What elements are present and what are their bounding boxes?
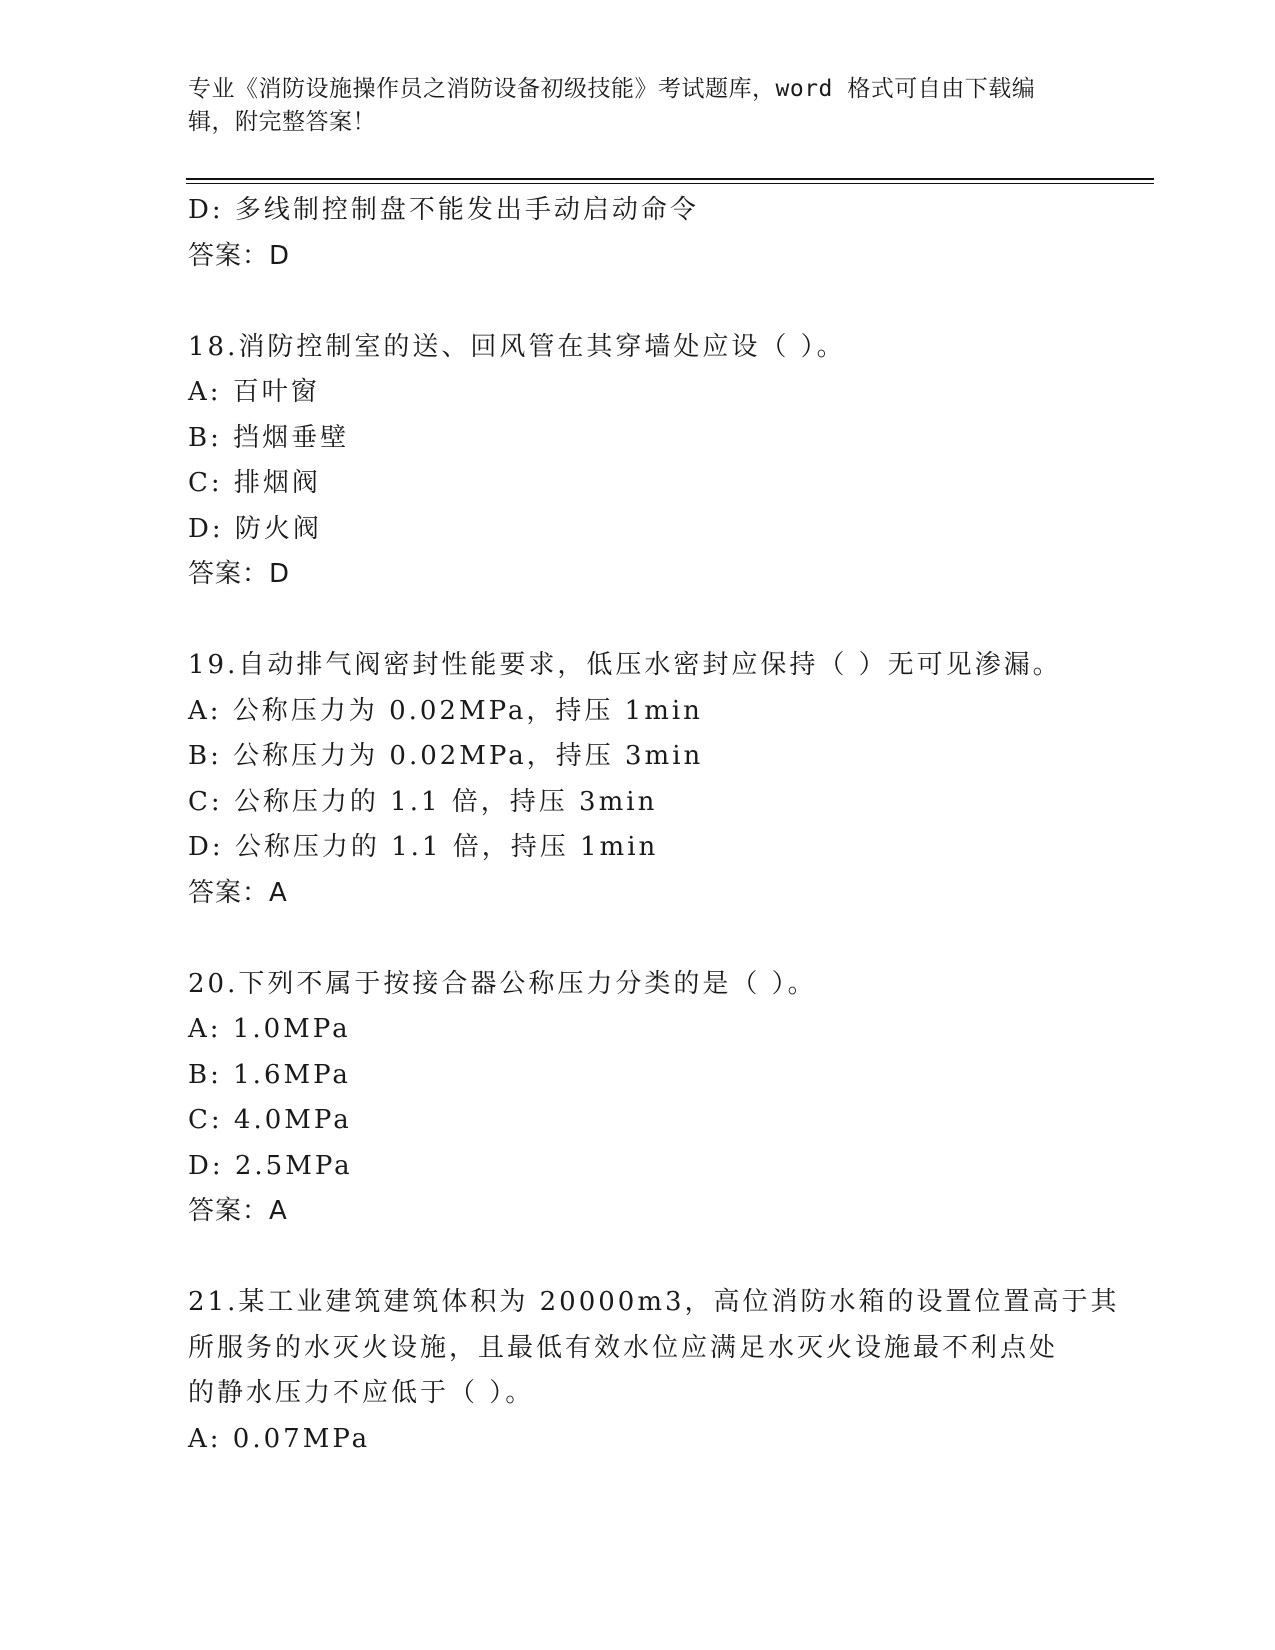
spacer — [188, 598, 1088, 644]
spacer — [188, 916, 1088, 962]
question-18-option-b: B: 挡烟垂壁 — [188, 422, 350, 453]
question-20-stem: 20.下列不属于按接合器公称压力分类的是（ ）。 — [188, 968, 817, 999]
question-20-answer: 答案：A — [188, 1196, 288, 1226]
question-19-stem: 19.自动排气阀密封性能要求，低压水密封应保持（ ）无可见渗漏。 — [188, 650, 1062, 680]
question-21-stem-line-3: 的静水压力不应低于（ ）。 — [188, 1378, 535, 1408]
question-19-option-b: B: 公称压力为 0.02MPa，持压 3min — [188, 741, 704, 771]
question-18-option-d: D: 防火阀 — [188, 513, 322, 544]
spacer — [188, 279, 1088, 325]
document-content — [188, 188, 1120, 1462]
document-header: 专业《消防设施操作员之消防设备初级技能》考试题库，word 格式可自由下载编辑，附完整答案！ — [188, 76, 1036, 135]
question-18-answer: 答案：D — [188, 559, 291, 589]
question-21-option-a: A: 0.07MPa — [188, 1423, 371, 1454]
question-20-option-c: C: 4.0MPa — [188, 1105, 352, 1135]
question-19-option-d: D: 公称压力的 1.1 倍，持压 1min — [188, 832, 659, 862]
spacer — [188, 1235, 1088, 1281]
question-20-option-b: B: 1.6MPa — [188, 1059, 351, 1090]
header-rule-thick — [186, 178, 1154, 180]
header-rule-thin — [186, 183, 1154, 184]
question-20-option-a: A: 1.0MPa — [188, 1014, 351, 1044]
question-21-stem-line-1: 21.某工业建筑建筑体积为 20000m3，高位消防水箱的设置位置高于其 — [188, 1287, 1120, 1317]
question-19-option-c: C: 公称压力的 1.1 倍，持压 3min — [188, 786, 658, 817]
question-18-option-c: C: 排烟阀 — [188, 468, 321, 498]
question-19-option-a: A: 公称压力为 0.02MPa，持压 1min — [188, 695, 703, 726]
question-18-stem: 18.消防控制室的送、回风管在其穿墙处应设（ ）。 — [188, 331, 846, 362]
answer-line: 答案：D — [188, 240, 291, 271]
question-18-option-a: A: 百叶窗 — [188, 377, 320, 407]
option-d: D: 多线制控制盘不能发出手动启动命令 — [188, 195, 699, 225]
question-20-option-d: D: 2.5MPa — [188, 1150, 353, 1181]
question-19-answer: 答案：A — [188, 877, 288, 908]
question-21-stem-line-2: 所服务的水灭火设施，且最低有效水位应满足水灭火设施最不利点处 — [188, 1332, 1059, 1363]
